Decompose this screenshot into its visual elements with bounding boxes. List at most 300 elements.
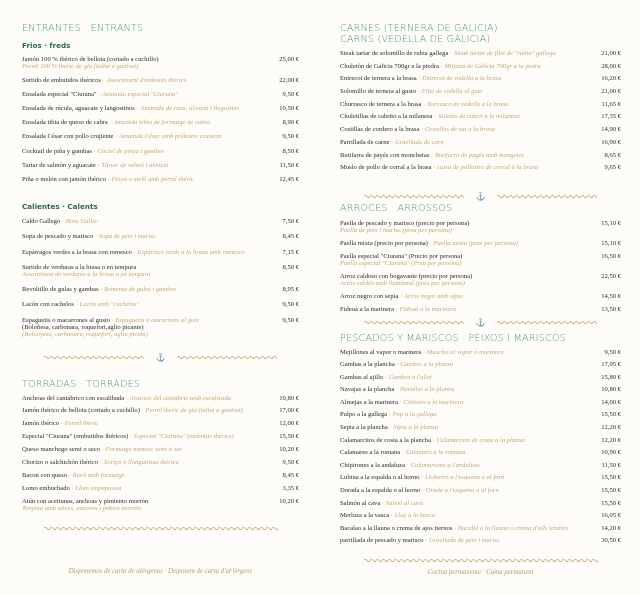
dish-name-ca: Calamarcets de costa a la planxa xyxy=(436,436,525,444)
separator: · xyxy=(427,239,434,247)
dish-name-es: Paella especial "Ciurana" (Precio por persona) xyxy=(340,252,463,260)
menu-item xyxy=(340,399,621,406)
price: 25,00 € xyxy=(279,55,299,63)
separator: · xyxy=(91,147,98,155)
dish-name-ca: Graellada de carn xyxy=(394,138,444,146)
menu-item xyxy=(22,91,299,98)
wave-ornament-icon xyxy=(364,320,464,325)
dish-name-ca: Tonyina amb olives, anxoves i pebrot morròn xyxy=(22,504,142,512)
dish-name-ca: Calamarsons a l'andalusa xyxy=(410,461,480,469)
menu-item xyxy=(340,220,621,234)
price: 11,65 € xyxy=(601,100,621,108)
menu-item xyxy=(340,253,621,267)
divider xyxy=(42,524,279,532)
price: 8,65 € xyxy=(604,151,621,159)
dish-name-es: Ensalada de rúcula, aguacate y langostinos xyxy=(22,105,135,113)
dish-name-es: Revoltillo de gulas y gambas xyxy=(22,286,99,294)
section-arroces xyxy=(340,204,621,319)
separator: · xyxy=(109,316,116,324)
separator: · xyxy=(107,119,114,127)
separator: · xyxy=(60,218,66,225)
separator: · xyxy=(96,90,103,98)
menu-item xyxy=(22,420,299,427)
dish-name-es: Espárragos verdes a la brasa con romesco xyxy=(22,248,132,256)
separator: · xyxy=(398,398,404,406)
menu-item xyxy=(340,462,621,469)
separator: · xyxy=(452,524,458,532)
separator: · xyxy=(405,461,411,469)
menu-item xyxy=(340,374,621,381)
dish-name-es: Churrasco de ternera a la brasa xyxy=(340,100,422,108)
wave-ornament-icon xyxy=(497,320,597,325)
price: 8,90 € xyxy=(282,119,299,127)
menu-item xyxy=(340,126,621,133)
anchor-icon: ⚓ xyxy=(475,191,486,201)
dish-name-es: Atún con aceitunas, anchoas y pimiento morrón xyxy=(22,497,149,505)
dish-name-es: Butifarra de payés con monchetas xyxy=(340,151,430,159)
separator: · xyxy=(419,474,425,482)
dish-name-ca: Orada a l'esquena o al forn xyxy=(425,487,499,495)
dish-name-ca: Llobarro a l'esquena o al forn xyxy=(424,474,505,482)
dish-name-es: Calamares a la romana xyxy=(340,449,401,457)
dish-name-ca: Xurrasco de vedella a la brasa xyxy=(426,100,509,108)
separator: · xyxy=(431,436,437,444)
menu-item xyxy=(22,264,299,278)
dish-name-ca: Fideuà a la marinera xyxy=(399,305,457,313)
allergen-note: Disponemos de carta de alérgenos · Disposem de carta d'al·lèrgens xyxy=(68,568,253,575)
separator: · xyxy=(100,76,107,84)
separator: · xyxy=(98,286,105,294)
right-column xyxy=(340,0,621,594)
menu-item xyxy=(22,218,299,225)
dish-name-ca: Pernil ibèric xyxy=(64,420,99,428)
dish-name-ca: Llom empapussat xyxy=(75,484,122,492)
price: 8,45 € xyxy=(282,233,299,241)
price: 10,20 € xyxy=(279,497,299,505)
dish-name-es: Chuletón de Galicia 700gr a la piedra xyxy=(340,62,439,70)
price: 12,45 € xyxy=(279,176,299,183)
price: 14,50 € xyxy=(601,292,621,300)
menu-item xyxy=(22,286,299,293)
dish-name-es: Bacon con queso xyxy=(22,471,68,479)
wave-ornament-icon xyxy=(364,194,464,199)
menu-item xyxy=(22,301,299,308)
price: 11,50 € xyxy=(601,461,621,469)
dish-name-ca: Navalles a la planxa xyxy=(399,386,455,394)
menu-item xyxy=(22,446,299,453)
separator: · xyxy=(448,50,454,57)
price: 10,80 € xyxy=(279,394,299,402)
dish-name-ca: Paella de peix i marisc (preu per persona) xyxy=(340,226,453,234)
price: 9,50 € xyxy=(282,90,299,98)
menu-item xyxy=(22,472,299,479)
separator: · xyxy=(98,458,104,466)
dish-name-ca: cuixa de pollastre de corral a la brasa xyxy=(436,164,539,172)
section-calientes xyxy=(22,196,299,346)
menu-item xyxy=(22,162,299,169)
subsection-title: Frios · freds xyxy=(22,40,71,50)
menu-item xyxy=(22,105,299,112)
menu-item xyxy=(340,113,621,120)
menu-item xyxy=(22,407,299,414)
separator: · xyxy=(394,386,400,394)
menu-item xyxy=(340,487,621,494)
dish-name-es: Gambas al ajillo xyxy=(340,373,384,381)
dish-name-es: Arroz caldoso con bogavante (precio por persona) xyxy=(340,272,473,280)
price: 22,50 € xyxy=(601,272,621,280)
dish-name-es: Surtido de embutidos ibéricos xyxy=(22,76,101,84)
separator: · xyxy=(421,348,427,356)
separator: · xyxy=(416,88,422,96)
dish-name-ca: Amanida especial "Ciurana" xyxy=(102,90,179,98)
left-column xyxy=(22,0,299,594)
dish-name-es: Lacón con cachelos xyxy=(22,301,74,309)
menu-item xyxy=(22,485,299,492)
dish-name-ca: Filet de vedella al gust xyxy=(421,88,483,96)
dish-name-es: Ensalada César con pollo crujiente xyxy=(22,133,114,141)
dish-name-es: Cocktail de piña y gambas xyxy=(22,147,92,155)
subsection-title: Calientes · Calents xyxy=(22,202,98,211)
section-title: ENTRANTES · ENTRANTS xyxy=(22,23,144,34)
menu-item xyxy=(340,293,621,300)
section-entrantes xyxy=(22,24,299,190)
separator: · xyxy=(139,407,146,415)
price: 17,95 € xyxy=(601,361,621,369)
price: 16,50 € xyxy=(601,252,621,260)
dish-name-ca: Paella mixta (preu per persona) xyxy=(433,239,519,247)
dish-name-es: Tartar de salmón y aguacate xyxy=(22,161,96,169)
price: 3,35 € xyxy=(282,484,299,492)
separator: · xyxy=(69,484,76,492)
menu-item xyxy=(340,411,621,418)
separator: · xyxy=(398,292,404,300)
menu-item xyxy=(22,77,299,84)
price: 21,00 € xyxy=(601,88,621,96)
dish-options-es: (Boloñesa, carbonara, roquefort,aglio picante) xyxy=(22,323,144,331)
price: 9,50 € xyxy=(282,133,299,141)
divider xyxy=(42,353,279,361)
separator: · xyxy=(131,248,138,256)
menu-item xyxy=(22,317,299,338)
section-carnes xyxy=(340,24,621,177)
wave-ornament-icon xyxy=(364,558,598,563)
price: 17,00 € xyxy=(279,407,299,415)
dish-name-ca: Assortiment de verdures a la brasa o en tempura xyxy=(22,270,151,278)
menu-list xyxy=(22,218,299,338)
dish-name-ca: Cloïsses a la marinera xyxy=(403,398,464,406)
menu-item xyxy=(340,101,621,108)
price: 15,50 € xyxy=(601,474,621,482)
dish-name-es: Lomo embuchado xyxy=(22,484,70,492)
dish-name-es: Calamarcitos de costa a la plancha xyxy=(340,436,431,444)
dish-name-es: Costillas de cordero a la brasa xyxy=(340,126,420,134)
menu-item xyxy=(340,164,621,171)
price: 15,50 € xyxy=(601,499,621,507)
menu-item xyxy=(22,249,299,256)
separator: · xyxy=(394,305,400,313)
menu-list xyxy=(22,56,299,184)
section-title: PESCADOS Y MARISCOS · PEIXOS I MARISCOS xyxy=(340,333,566,344)
menu-item xyxy=(340,474,621,481)
menu-list xyxy=(340,220,621,313)
section-torradas xyxy=(22,380,299,518)
separator: · xyxy=(380,499,386,507)
dish-name-es: Lubina a la espalda o al horno xyxy=(340,474,420,482)
dish-name-es: Dorada a la espalda o al horno xyxy=(340,487,421,495)
dish-name-es: Merluza a la vasca xyxy=(340,512,390,520)
divider xyxy=(360,556,601,564)
dish-name-es: Ensalada tibia de queso de cabra xyxy=(22,119,108,127)
menu-item xyxy=(340,449,621,456)
price: 8,95 € xyxy=(282,286,299,294)
dish-name-ca: Arròs negre amb sípia xyxy=(403,292,463,300)
dish-name-es: Especial "Ciurana" (embutidos ibéricos) xyxy=(22,433,129,441)
menu-item xyxy=(22,176,299,183)
dish-name-es: Chuletillas de cabrito a la milanesa xyxy=(340,113,433,121)
dish-name-es: Muslo de pollo de corral a la brasa xyxy=(340,164,432,172)
price: 15,50 € xyxy=(601,487,621,495)
menu-item xyxy=(340,88,621,95)
dish-options-ca: (Bolonyesa, carbonara, roquefort, aglio picant) xyxy=(22,330,148,338)
separator: · xyxy=(432,113,438,121)
separator: · xyxy=(95,161,102,169)
price: 12,20 € xyxy=(601,436,621,444)
menu-item xyxy=(22,133,299,140)
menu-item xyxy=(340,437,621,444)
separator: · xyxy=(93,233,99,241)
dish-name-ca: Bacó amb formatge xyxy=(72,471,125,479)
price: 10,20 € xyxy=(279,446,299,454)
separator: · xyxy=(423,537,429,545)
price: 15,80 € xyxy=(601,373,621,381)
price: 9,50 € xyxy=(282,301,299,309)
dish-name-es: Entrecot de ternera a la brasa xyxy=(340,75,417,83)
section-title: CARNES (TERNERA DE GALICIA) CARNS (VEDELLA DE GALICIA) xyxy=(340,23,498,45)
price: 10,50 € xyxy=(279,105,299,113)
dish-name-ca: Sípia a la planxa xyxy=(393,424,439,432)
menu-item xyxy=(340,75,621,82)
dish-name-es: Paella de pescado y marisco (precio por persona) xyxy=(340,219,470,227)
separator: · xyxy=(67,471,73,479)
separator: · xyxy=(100,446,106,454)
price: 21,00 € xyxy=(601,50,621,57)
menu-item xyxy=(340,152,621,159)
dish-name-es: Caldo Gallego xyxy=(22,218,61,225)
menu-item xyxy=(340,273,621,287)
dish-name-es: Bacalao a la llauna o crema de ajos tiernos xyxy=(340,524,453,532)
dish-name-es: Arroz negro con sepia xyxy=(340,292,399,300)
dish-name-ca: Xuletes de cabrit a la milanesa xyxy=(437,113,520,121)
menu-item xyxy=(22,459,299,466)
dish-name-es: Steak tartar de solomillo de rubia gallega xyxy=(340,50,449,57)
separator: · xyxy=(389,138,395,146)
menu-item xyxy=(340,361,621,368)
separator: · xyxy=(394,361,401,369)
menu-item xyxy=(340,63,621,70)
separator: · xyxy=(429,151,435,159)
separator: · xyxy=(421,100,427,108)
dish-name-ca: Bacallà a la llauna o crema d'alls tendres xyxy=(457,524,569,532)
menu-item xyxy=(340,386,621,393)
dish-name-es: Parrillada de carne xyxy=(340,138,390,146)
separator: · xyxy=(124,394,130,402)
price: 9,50 € xyxy=(282,316,299,324)
dish-name-es: Queso manchego semi o seco xyxy=(22,446,101,454)
menu-item xyxy=(22,233,299,240)
dish-name-ca: Mitjana de Galícia 700gr a la pedra xyxy=(444,62,541,70)
dish-name-es: Gambas a la plancha xyxy=(340,361,395,369)
section-title: ARROCES · ARROSSOS xyxy=(340,203,453,214)
price: 8,50 € xyxy=(282,263,299,271)
dish-name-ca: Pernil 100 % ibèric de gla (tallat a ganivet) xyxy=(22,62,139,70)
separator: · xyxy=(420,487,426,495)
separator: · xyxy=(74,301,80,309)
separator: · xyxy=(113,133,120,141)
dish-name-ca: Xoriço o llonganissa ibèrica xyxy=(103,458,179,466)
separator: · xyxy=(128,433,134,441)
dish-name-ca: Pinya o meló amb pernil ibèric xyxy=(111,176,194,183)
price: 15,10 € xyxy=(601,239,621,247)
dish-name-ca: Anxoves del cantàbric amb escalivada xyxy=(129,394,232,402)
menu-item xyxy=(22,56,299,70)
dish-name-ca: Amanida tèbia de formatge de cabra xyxy=(113,119,211,127)
dish-name-es: Fideuá a la marinera xyxy=(340,305,395,313)
dish-name-es: Anchoas del cantábrico con escalibada xyxy=(22,394,125,402)
menu-item xyxy=(22,433,299,440)
price: 10,80 € xyxy=(601,386,621,394)
dish-name-es: Sopa de pescado y marisco xyxy=(22,233,94,241)
dish-name-ca: Musclos al vapor o marinera xyxy=(426,348,504,356)
dish-name-es: Chorizo o salchichón ibérico xyxy=(22,458,98,466)
separator: · xyxy=(387,411,393,419)
menu-item xyxy=(340,525,621,532)
dish-name-ca: Espàrrecs verds a la brasa amb romesco xyxy=(137,248,245,256)
menu-item xyxy=(340,424,621,431)
dish-name-es: Salmón al cava xyxy=(340,499,381,507)
dish-name-ca: Còctel de pinya i gambes xyxy=(97,147,165,155)
price: 11,50 € xyxy=(279,161,299,169)
price: 9,50 € xyxy=(282,458,299,466)
menu-item xyxy=(340,500,621,507)
dish-name-ca: Paella especial "Ciurana" (Preu per persona) xyxy=(340,259,462,267)
price: 30,50 € xyxy=(601,537,621,545)
dish-name-es: Navajas a la plancha xyxy=(340,386,395,394)
menu-list xyxy=(340,349,621,545)
price: 12,00 € xyxy=(279,420,299,428)
wave-ornament-icon xyxy=(497,194,597,199)
menu-item xyxy=(340,306,621,313)
price: 15,10 € xyxy=(601,219,621,227)
separator: · xyxy=(438,62,445,70)
price: 9,50 € xyxy=(604,348,621,356)
menu-item xyxy=(340,240,621,247)
dish-name-ca: Graellada de peix i marisc xyxy=(428,537,500,545)
menu-item xyxy=(340,139,621,146)
anchor-icon: ⚓ xyxy=(155,352,166,362)
price: 14,90 € xyxy=(601,126,621,134)
price: 7,15 € xyxy=(282,248,299,256)
menu-item xyxy=(22,498,299,512)
separator: · xyxy=(416,75,423,83)
dish-name-ca: Brou Gallec xyxy=(65,218,98,225)
dish-name-es: Paella mixta (precio por persona) xyxy=(340,239,428,247)
section-pescados xyxy=(340,334,621,550)
price: 28,00 € xyxy=(601,62,621,70)
menu-item xyxy=(22,119,299,126)
menu-list xyxy=(340,50,621,171)
dish-name-ca: Amanida de ruca, alvocat i llagostins xyxy=(140,105,240,113)
dish-name-es: Surtido de verduras a la brasa o en tempura xyxy=(22,263,137,271)
dish-name-es: Mejillones al vapor o marinera xyxy=(340,348,422,356)
separator: · xyxy=(383,373,389,381)
dish-name-ca: Steak tàrtar de filet de "rubia" gallega xyxy=(453,50,556,57)
menu-item xyxy=(340,537,621,544)
divider xyxy=(360,318,601,326)
dish-name-es: Sepia a la plancha xyxy=(340,424,388,432)
price: 8,45 € xyxy=(282,471,299,479)
dish-name-ca: Calamars a la romana xyxy=(405,449,466,457)
price: 10,90 € xyxy=(601,449,621,457)
kitchen-hours-note: Cocina permanente · Cuina permanent xyxy=(427,569,534,576)
wave-ornament-icon xyxy=(177,355,277,360)
dish-name-ca: Costelles de xai a la brasa xyxy=(424,126,495,134)
price: 14,00 € xyxy=(601,398,621,406)
menu-item xyxy=(340,512,621,519)
dish-name-ca: Tàrtar de salmó i alvocat xyxy=(101,161,169,169)
dish-name-ca: Gambes a l'allet xyxy=(388,373,432,381)
price: 16,05 € xyxy=(601,512,621,520)
price: 16,20 € xyxy=(601,75,621,83)
dish-name-ca: Pernil ibèric de gla (tallat a ganivet) xyxy=(145,407,243,415)
dish-name-es: Chipirones a la andaluza xyxy=(340,461,405,469)
separator: · xyxy=(106,176,112,183)
dish-name-ca: Botifarra de pagès amb mongetes xyxy=(434,151,524,159)
separator: · xyxy=(431,164,437,172)
dish-name-ca: Lacón amb "cachelos" xyxy=(79,301,140,309)
menu-list xyxy=(22,395,299,512)
dish-name-ca: Entrecot de vedella a la brasa xyxy=(422,75,502,83)
wave-ornament-icon xyxy=(44,355,144,360)
price: 12,20 € xyxy=(601,424,621,432)
dish-name-ca: Amanida César amb pollastre cruixent xyxy=(119,133,222,141)
separator: · xyxy=(134,105,141,113)
dish-name-ca: Lluç a la basca xyxy=(394,512,436,520)
wave-ornament-icon xyxy=(44,526,278,531)
separator: · xyxy=(389,512,395,520)
price: 16,90 € xyxy=(601,138,621,146)
price: 14,20 € xyxy=(601,524,621,532)
divider xyxy=(360,192,601,200)
dish-name-es: Ensalada especial "Ciurana" xyxy=(22,90,97,98)
dish-name-es: Piña o melón con jamón ibérico xyxy=(22,176,107,183)
separator: · xyxy=(419,126,425,134)
dish-name-es: Espaguetis o macarrones al gusto xyxy=(22,316,110,324)
dish-name-ca: Formatge manxec semi o sec xyxy=(105,446,183,454)
dish-name-ca: Gambes a la planxa xyxy=(400,361,454,369)
price: 7,50 € xyxy=(282,218,299,225)
dish-name-es: parrillada de pescado y marisco xyxy=(340,537,424,545)
price: 15,50 € xyxy=(279,433,299,441)
dish-name-ca: Remenat de gules i gambes xyxy=(104,286,176,294)
dish-name-es: Jamón ibérico xyxy=(22,420,60,428)
separator: · xyxy=(387,424,394,432)
dish-name-es: Jamón 100 % ibérico de bellota (cortado a cuchillo) xyxy=(22,55,159,63)
section-title: TORRADAS · TORRADES xyxy=(22,379,141,390)
menu-item xyxy=(22,148,299,155)
menu-item xyxy=(340,349,621,356)
separator: · xyxy=(59,420,65,428)
price: 13,50 € xyxy=(601,305,621,313)
